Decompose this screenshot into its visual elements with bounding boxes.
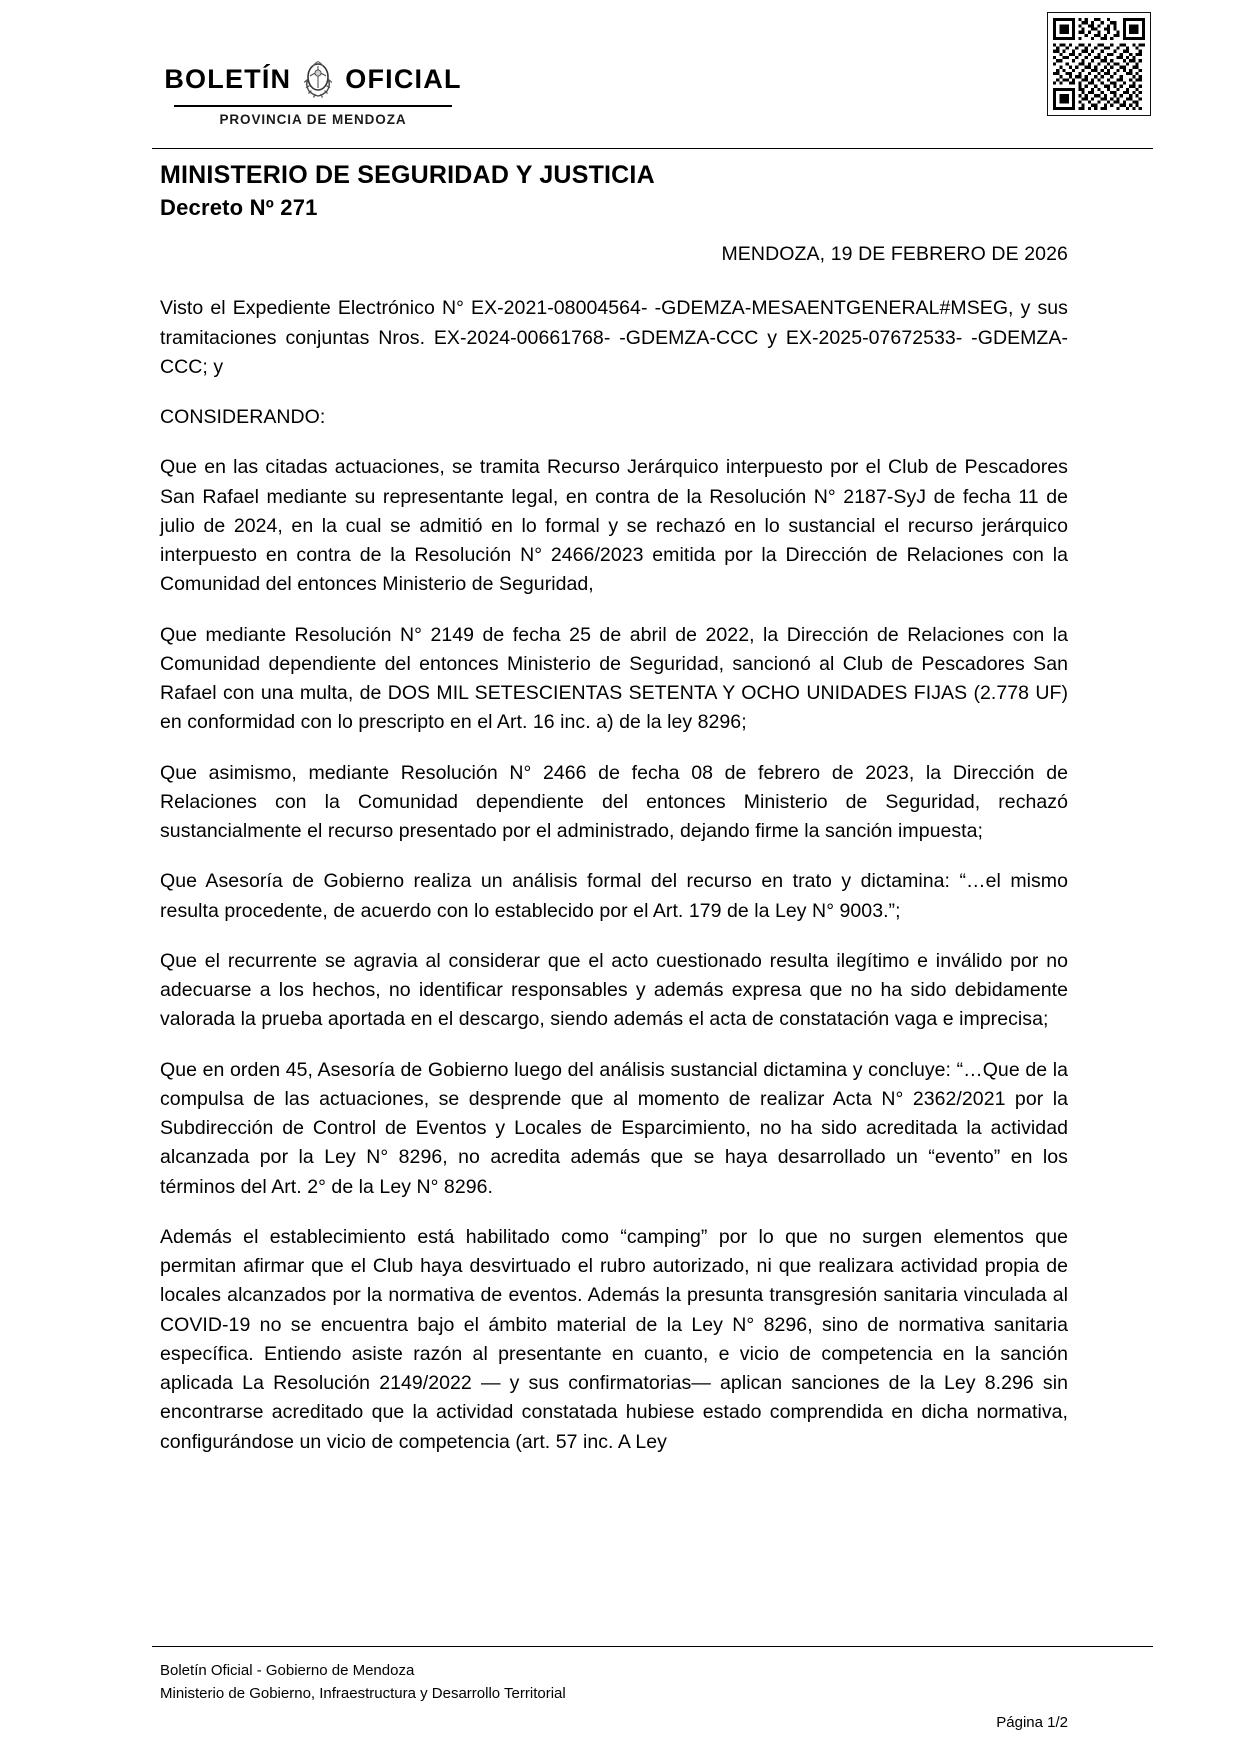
- logo-subtitle: PROVINCIA DE MENDOZA: [219, 112, 407, 127]
- footer-ministry: Ministerio de Gobierno, Infraestructura y Desarrollo Territorial: [160, 1684, 566, 1702]
- page-number: Página 1/2: [996, 1714, 1068, 1731]
- paragraph-recurso-jerarquico: Que en las citadas actuaciones, se tramita Recurso Jerárquico interpuesto por el Club de Pescadores San Rafael mediante su representante legal, en contra de la Resolución N° 2187-SyJ de fecha 11 de julio de 2024, en la cual se admitió en lo formal y se rechazó en lo sustancial el recurso jerárquico interpuesto en contra de la Resolución N° 2466/2023 emitida por la Dirección de Relaciones con la Comunidad del entonces Ministerio de Seguridad,: [160, 456, 1068, 596]
- logo-wordmark-row: [164, 58, 462, 100]
- paragraph-resolucion-2149: Que mediante Resolución N° 2149 de fecha 25 de abril de 2022, la Dirección de Relaciones con la Comunidad dependiente del entonces Ministerio de Seguridad, sancionó al Club de Pescadores San Rafael con una multa, de DOS MIL SETESCIENTAS SETENTA Y OCHO UNIDADES FIJAS (2.778 UF) en conformidad con lo prescripto en el Art. 16 inc. a) de la ley 8296;: [160, 623, 1068, 734]
- footer-organization: Boletín Oficial - Gobierno de Mendoza: [160, 1662, 415, 1679]
- footer-divider: [152, 1646, 1153, 1647]
- paragraph-agravios: Que el recurrente se agravia al considerar que el acto cuestionado resulta ilegítimo e inválido por no adecuarse a los hechos, no identificar responsables y además expresa que no ha sido debidamente valorada la prueba aportada en el descargo, siendo además el acta de constatación vaga e imprecisa;: [160, 949, 1068, 1031]
- paragraph-resolucion-2466: Que asimismo, mediante Resolución N° 2466 de fecha 08 de febrero de 2023, la Dirección de Relaciones con la Comunidad dependiente del entonces Ministerio de Seguridad, rechazó sustancialmente el recurso presentado por el administrado, dejando firme la sanción impuesta;: [160, 761, 1068, 843]
- paragraph-orden-45: Que en orden 45, Asesoría de Gobierno luego del análisis sustancial dictamina y concluye: “…Que de la compulsa de las actuaciones, se desprende que al momento de realizar Acta N° 2362/2021 por la Subdirección de Control de Eventos y Locales de Esparcimiento, no ha sido acreditada la actividad alcanzada por la Ley N° 8296, no acredita además que se haya desarrollado un “evento” en los términos del Art. 2° de la Ley N° 8296.: [160, 1058, 1068, 1198]
- logo-divider: [174, 105, 452, 107]
- coat-of-arms-icon: [301, 58, 335, 100]
- page-title: MINISTERIO DE SEGURIDAD Y JUSTICIA: [160, 161, 655, 189]
- boletin-oficial-logo: [164, 58, 462, 127]
- paragraph-visto: Visto el Expediente Electrónico N° EX-2021-08004564- -GDEMZA-MESAENTGENERAL#MSEG, y sus tramitaciones conjuntas Nros. EX-2024-00661768- -GDEMZA-CCC y EX-2025-07672533- -GDEMZA-CCC; y: [160, 297, 1068, 378]
- paragraph-considerando: CONSIDERANDO:: [160, 406, 326, 429]
- logo-word-boletin: BOLETÍN: [164, 63, 292, 94]
- dateline: MENDOZA, 19 DE FEBRERO DE 2026: [721, 243, 1068, 265]
- paragraph-camping: Además el establecimiento está habilitado como “camping” por lo que no surgen elementos que permitan afirmar que el Club haya desvirtuado el rubro autorizado, ni que realizara actividad propia de locales alcanzados por la normativa de eventos. Además la presunta transgresión sanitaria vinculada al COVID-19 no se encuentra bajo el ámbito material de la Ley N° 8296, sino de normativa sanitaria específica. Entiendo asiste razón al presentante en cuanto, e vicio de competencia en la sanción aplicada La Resolución 2149/2022 — y sus confirmatorias— aplican sanciones de la Ley 8.296 sin encontrarse acreditado que la actividad constatada hubiese estado comprendida en dicha normativa, configurándose un vicio de competencia (art. 57 inc. A Ley: [160, 1225, 1068, 1453]
- qr-code-icon[interactable]: [1047, 12, 1151, 116]
- header-divider: [152, 148, 1153, 149]
- logo-word-oficial: OFICIAL: [345, 63, 462, 94]
- paragraph-asesoria-formal: Que Asesoría de Gobierno realiza un análisis formal del recurso en trato y dictamina: “…el mismo resulta procedente, de acuerdo con lo establecido por el Art. 179 de la Ley N° 9003.”;: [160, 870, 1068, 922]
- document-heading: [160, 160, 1080, 221]
- masthead: [0, 0, 1241, 150]
- document-body: [160, 240, 1068, 1457]
- page-footer: [160, 1660, 1068, 1731]
- decree-number: Decreto Nº 271: [160, 194, 318, 220]
